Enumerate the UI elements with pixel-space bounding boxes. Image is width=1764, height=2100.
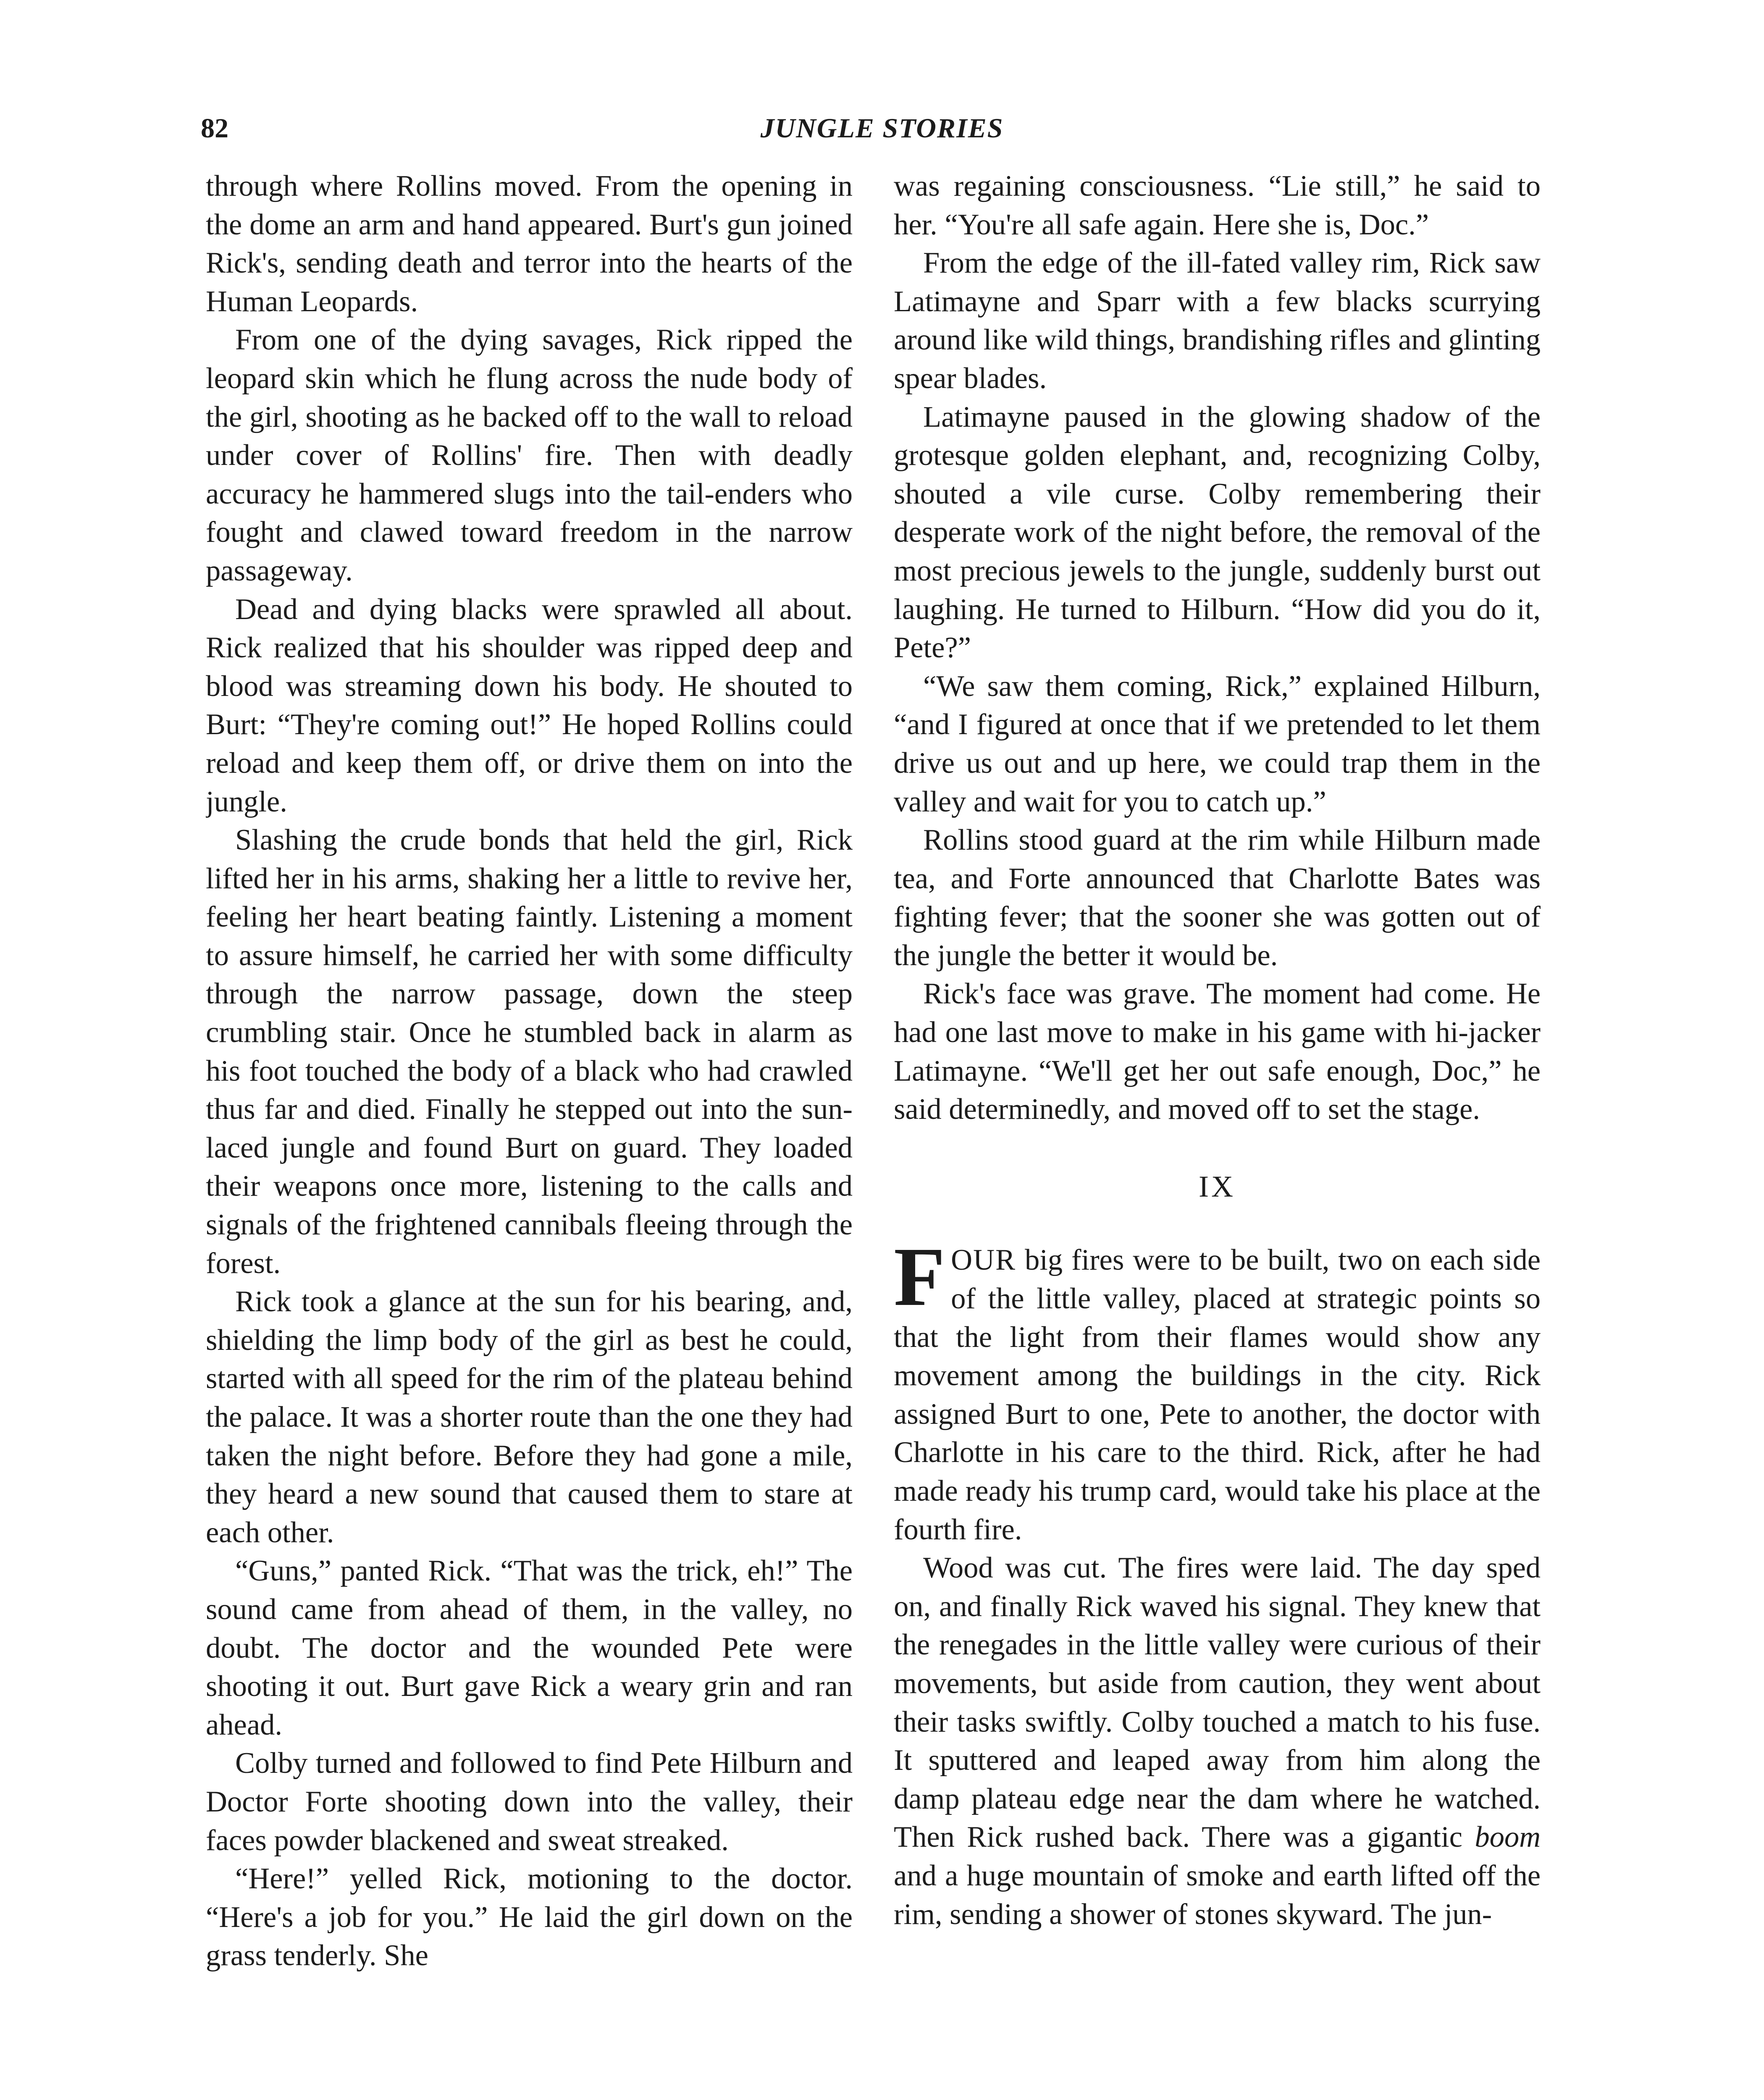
paragraph: Latimayne paused in the glowing shadow of the grotesque golden elephant, and, recognizing Colby, shouted a vile curse. Colby remembering their desperate work of the night before, the removal of the most precious jewels to the jungle, suddenly burst out laughing. He turned to Hilburn. “How did you do it, Pete?” [894,400,1541,664]
paragraph: Rollins stood guard at the rim while Hilburn made tea, and Forte announced that Charlotte Bates was fighting fever; that the sooner she was gotten out of the jungle the better it would be. [894,824,1541,972]
right-column [894,167,1541,2100]
paragraph: Rick's face was grave. The moment had come. He had one last move to make in his game with hi-jacker Latimayne. “We'll get her out safe enough, Doc,” he said determinedly, and moved off to set the stage. [894,977,1541,1126]
paragraph: “We saw them coming, Rick,” explained Hilburn, “and I figured at once that if we pretended to let them drive us out and up here, we could trap them in the valley and wait for you to catch up.” [894,669,1541,818]
drop-cap: F [894,1231,945,1324]
left-column [206,167,853,2100]
paragraph: Slashing the crude bonds that held the girl, Rick lifted her in his arms, shaking her a little to revive her, feeling her heart beating faintly. Listening a moment to assure himself, he carried her with some difficulty through the narrow passage, down the steep crumbling stair. Once he stumbled back in alarm as his foot touched the body of a black who had crawled thus far and died. Finally he stepped out into the sun-laced jungle and found Burt on guard. They loaded their weapons once more, listening to the calls and signals of the frightened cannibals fleeing through the forest. [206,824,853,1280]
paragraph: “Guns,” panted Rick. “That was the trick, eh!” The sound came from ahead of them, in the valley, no doubt. The doctor and the wounded Pete were shooting it out. Burt gave Rick a weary grin and ran ahead. [206,1554,853,1741]
paragraph: Dead and dying blacks were sprawled all about. Rick realized that his shoulder was ripped deep and blood was streaming down his body. He shouted to Burt: “They're coming out!” He hoped Rollins could reload and keep them off, or drive them on into the jungle. [206,593,853,818]
paragraph [894,1549,1541,1934]
emphasis-text: boom [1475,1821,1541,1854]
paragraph: Rick took a glance at the sun for his bearing, and, shielding the limp body of the girl as best he could, started with all speed for the rim of the plateau behind the palace. It was a shorter route than the one they had taken the night before. Before they had gone a mile, they heard a new sound that caused them to stare at each other. [206,1285,853,1549]
paragraph-text: and a huge mountain of smoke and earth lifted off the rim, sending a shower of stones skyward. The jun- [894,1859,1541,1931]
running-head: JUNGLE STORIES [760,113,1004,144]
paragraph: From one of the dying savages, Rick ripped the leopard skin which he flung across the nude body of the girl, shooting as he backed off to the wall to reload under cover of Rollins' fire. Then with deadly accuracy he hammered slugs into the tail-enders who fought and clawed toward freedom in the narrow passageway. [206,323,853,587]
paragraph: “Here!” yelled Rick, motioning to the doctor. “Here's a job for you.” He laid the girl down on the grass tenderly. She [206,1862,853,1972]
page-number: 82 [201,113,228,144]
paragraph: Colby turned and followed to find Pete Hilburn and Doctor Forte shooting down into the valley, their faces powder blackened and sweat streaked. [206,1747,853,1857]
paragraph-text: big fires were to be built, two on each side of the little valley, placed at strategic points so that the light from their flames would show any movement among the buildings in the city. Rick assigned Burt to one, Pete to another, the doctor with Charlotte in his care to the third. Rick, after he had made ready his trump card, would take his place at the fourth fire. [894,1244,1541,1546]
chapter-opening-paragraph [894,1231,1541,1549]
paragraph: was regaining consciousness. “Lie still,” he said to her. “You're all safe again. Here she is, Doc.” [894,170,1541,241]
lead-caps: OUR [951,1244,1016,1277]
paragraph: through where Rollins moved. From the opening in the dome an arm and hand appeared. Burt's gun joined Rick's, sending death and terror into the hearts of the Human Leopards. [206,170,853,318]
chapter-heading: IX [1199,1169,1236,1203]
paragraph: From the edge of the ill-fated valley rim, Rick saw Latimayne and Sparr with a few blacks scurrying around like wild things, brandishing rifles and glinting spear blades. [894,247,1541,395]
paragraph-text: Wood was cut. The fires were laid. The day sped on, and finally Rick waved his signal. They knew that the renegades in the little valley were curious of their movements, but aside from caution, they went about their tasks swiftly. Colby touched a match to his fuse. It sputtered and leaped away from him along the damp plateau edge near the dam where he watched. Then Rick rushed back. There was a gigantic [894,1551,1541,1854]
